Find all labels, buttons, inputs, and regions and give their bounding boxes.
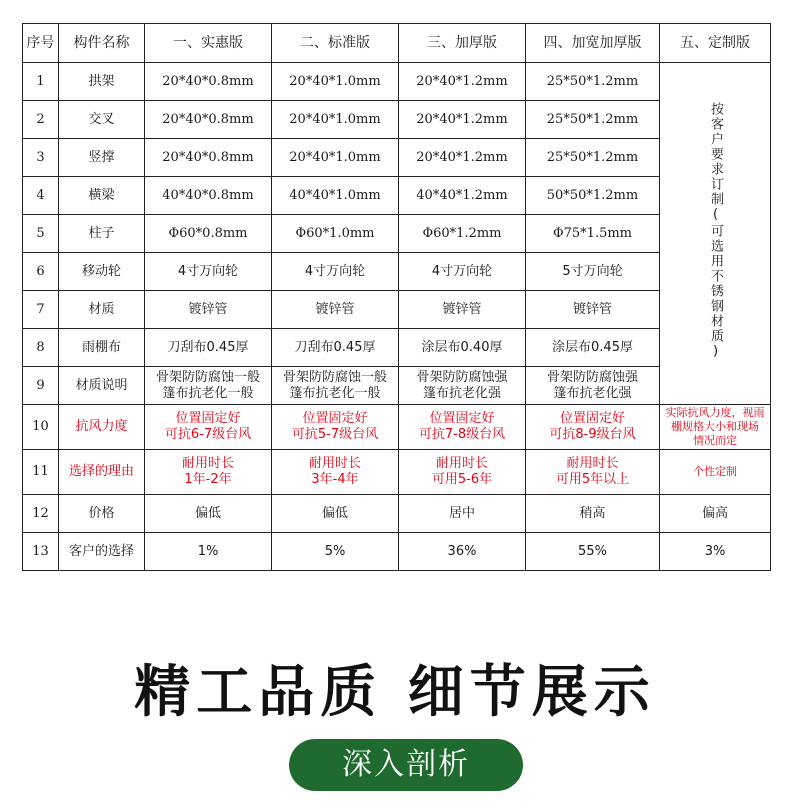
part-name: 移动轮 [59, 253, 145, 291]
spec-cell: 实际抗风力度，视雨 棚规格大小和现场 情况而定 [660, 405, 771, 450]
part-name: 交叉 [59, 101, 145, 139]
table-row [23, 63, 771, 101]
spec-cell: 5% [272, 533, 399, 571]
table-row [23, 329, 771, 367]
spec-cell: 镀锌管 [272, 291, 399, 329]
table-row [23, 177, 771, 215]
spec-cell: 20*40*1.2mm [399, 139, 526, 177]
spec-cell: Φ60*1.2mm [399, 215, 526, 253]
row-number: 10 [23, 405, 59, 450]
header-cell-v4: 四、加宽加厚版 [526, 24, 660, 63]
header-cell-v5: 五、定制版 [660, 24, 771, 63]
spec-cell: 骨架防防腐蚀一般 篷布抗老化一般 [272, 367, 399, 405]
table-row [23, 291, 771, 329]
table-row [23, 495, 771, 533]
spec-cell: Φ60*1.0mm [272, 215, 399, 253]
row-number: 9 [23, 367, 59, 405]
spec-cell: 镀锌管 [145, 291, 272, 329]
table-row [23, 101, 771, 139]
part-name: 横梁 [59, 177, 145, 215]
spec-cell: 4寸万向轮 [145, 253, 272, 291]
part-name: 雨棚布 [59, 329, 145, 367]
table-row [23, 253, 771, 291]
spec-cell: 耐用时长 可用5-6年 [399, 450, 526, 495]
header-cell-v1: 一、实惠版 [145, 24, 272, 63]
part-name: 柱子 [59, 215, 145, 253]
row-number: 13 [23, 533, 59, 571]
spec-cell: 耐用时长 可用5年以上 [526, 450, 660, 495]
row-number: 4 [23, 177, 59, 215]
table-row [23, 450, 771, 495]
row-number: 11 [23, 450, 59, 495]
spec-cell: 耐用时长 1年-2年 [145, 450, 272, 495]
part-name: 抗风力度 [59, 405, 145, 450]
spec-cell: 25*50*1.2mm [526, 101, 660, 139]
part-name: 价格 [59, 495, 145, 533]
spec-cell: 涂层布0.45厚 [526, 329, 660, 367]
table-header-row [23, 24, 771, 63]
part-name: 选择的理由 [59, 450, 145, 495]
spec-cell: 镀锌管 [526, 291, 660, 329]
spec-cell: 稍高 [526, 495, 660, 533]
part-name: 拱架 [59, 63, 145, 101]
spec-cell: 刀刮布0.45厚 [272, 329, 399, 367]
spec-cell: 偏低 [145, 495, 272, 533]
spec-cell: 40*40*1.0mm [272, 177, 399, 215]
row-number: 5 [23, 215, 59, 253]
spec-cell: 36% [399, 533, 526, 571]
spec-cell: 骨架防防腐蚀强 篷布抗老化强 [526, 367, 660, 405]
spec-cell: Φ60*0.8mm [145, 215, 272, 253]
spec-cell: 位置固定好 可抗6-7级台风 [145, 405, 272, 450]
row-number: 1 [23, 63, 59, 101]
spec-cell: 骨架防防腐蚀一般 篷布抗老化一般 [145, 367, 272, 405]
header-cell-no: 序号 [23, 24, 59, 63]
spec-cell: 20*40*1.0mm [272, 63, 399, 101]
row-number: 12 [23, 495, 59, 533]
row-number: 7 [23, 291, 59, 329]
row-number: 8 [23, 329, 59, 367]
header-cell-part: 构件名称 [59, 24, 145, 63]
spec-cell: 4寸万向轮 [272, 253, 399, 291]
spec-cell: 涂层布0.40厚 [399, 329, 526, 367]
spec-cell: Φ75*1.5mm [526, 215, 660, 253]
spec-cell: 40*40*1.2mm [399, 177, 526, 215]
spec-cell: 4寸万向轮 [399, 253, 526, 291]
spec-cell: 5寸万向轮 [526, 253, 660, 291]
spec-cell: 偏高 [660, 495, 771, 533]
table-row [23, 405, 771, 450]
header-cell-v2: 二、标准版 [272, 24, 399, 63]
spec-cell: 20*40*1.0mm [272, 139, 399, 177]
row-number: 6 [23, 253, 59, 291]
table-row [23, 139, 771, 177]
spec-cell: 25*50*1.2mm [526, 63, 660, 101]
spec-cell: 20*40*1.0mm [272, 101, 399, 139]
spec-cell: 位置固定好 可抗8-9级台风 [526, 405, 660, 450]
spec-cell: 20*40*0.8mm [145, 63, 272, 101]
row-number: 3 [23, 139, 59, 177]
spec-cell: 刀刮布0.45厚 [145, 329, 272, 367]
spec-cell: 镀锌管 [399, 291, 526, 329]
spec-cell: 居中 [399, 495, 526, 533]
custom-note-cell [660, 63, 771, 405]
part-name: 竖撑 [59, 139, 145, 177]
spec-comparison-table [22, 23, 771, 571]
part-name: 材质 [59, 291, 145, 329]
table-row [23, 215, 771, 253]
spec-cell: 个性定制 [660, 450, 771, 495]
spec-cell: 骨架防防腐蚀强 篷布抗老化强 [399, 367, 526, 405]
part-name: 材质说明 [59, 367, 145, 405]
row-number: 2 [23, 101, 59, 139]
table-row [23, 533, 771, 571]
spec-cell: 40*40*0.8mm [145, 177, 272, 215]
spec-cell: 20*40*1.2mm [399, 101, 526, 139]
spec-cell: 1% [145, 533, 272, 571]
spec-cell: 位置固定好 可抗5-7级台风 [272, 405, 399, 450]
table-row [23, 367, 771, 405]
spec-cell: 50*50*1.2mm [526, 177, 660, 215]
spec-cell: 偏低 [272, 495, 399, 533]
spec-cell: 20*40*0.8mm [145, 101, 272, 139]
spec-cell: 25*50*1.2mm [526, 139, 660, 177]
part-name: 客户的选择 [59, 533, 145, 571]
section-heading: 精工品质 细节展示 [134, 660, 656, 725]
custom-note-text: 按客户要求订制(可选用不锈钢材质) [708, 101, 723, 361]
header-cell-v3: 三、加厚版 [399, 24, 526, 63]
spec-table-wrapper [22, 23, 771, 571]
spec-cell: 3% [660, 533, 771, 571]
spec-cell: 55% [526, 533, 660, 571]
spec-cell: 20*40*0.8mm [145, 139, 272, 177]
spec-cell: 20*40*1.2mm [399, 63, 526, 101]
deep-dive-button[interactable]: 深入剖析 [289, 739, 523, 791]
spec-cell: 位置固定好 可抗7-8级台风 [399, 405, 526, 450]
spec-cell: 耐用时长 3年-4年 [272, 450, 399, 495]
